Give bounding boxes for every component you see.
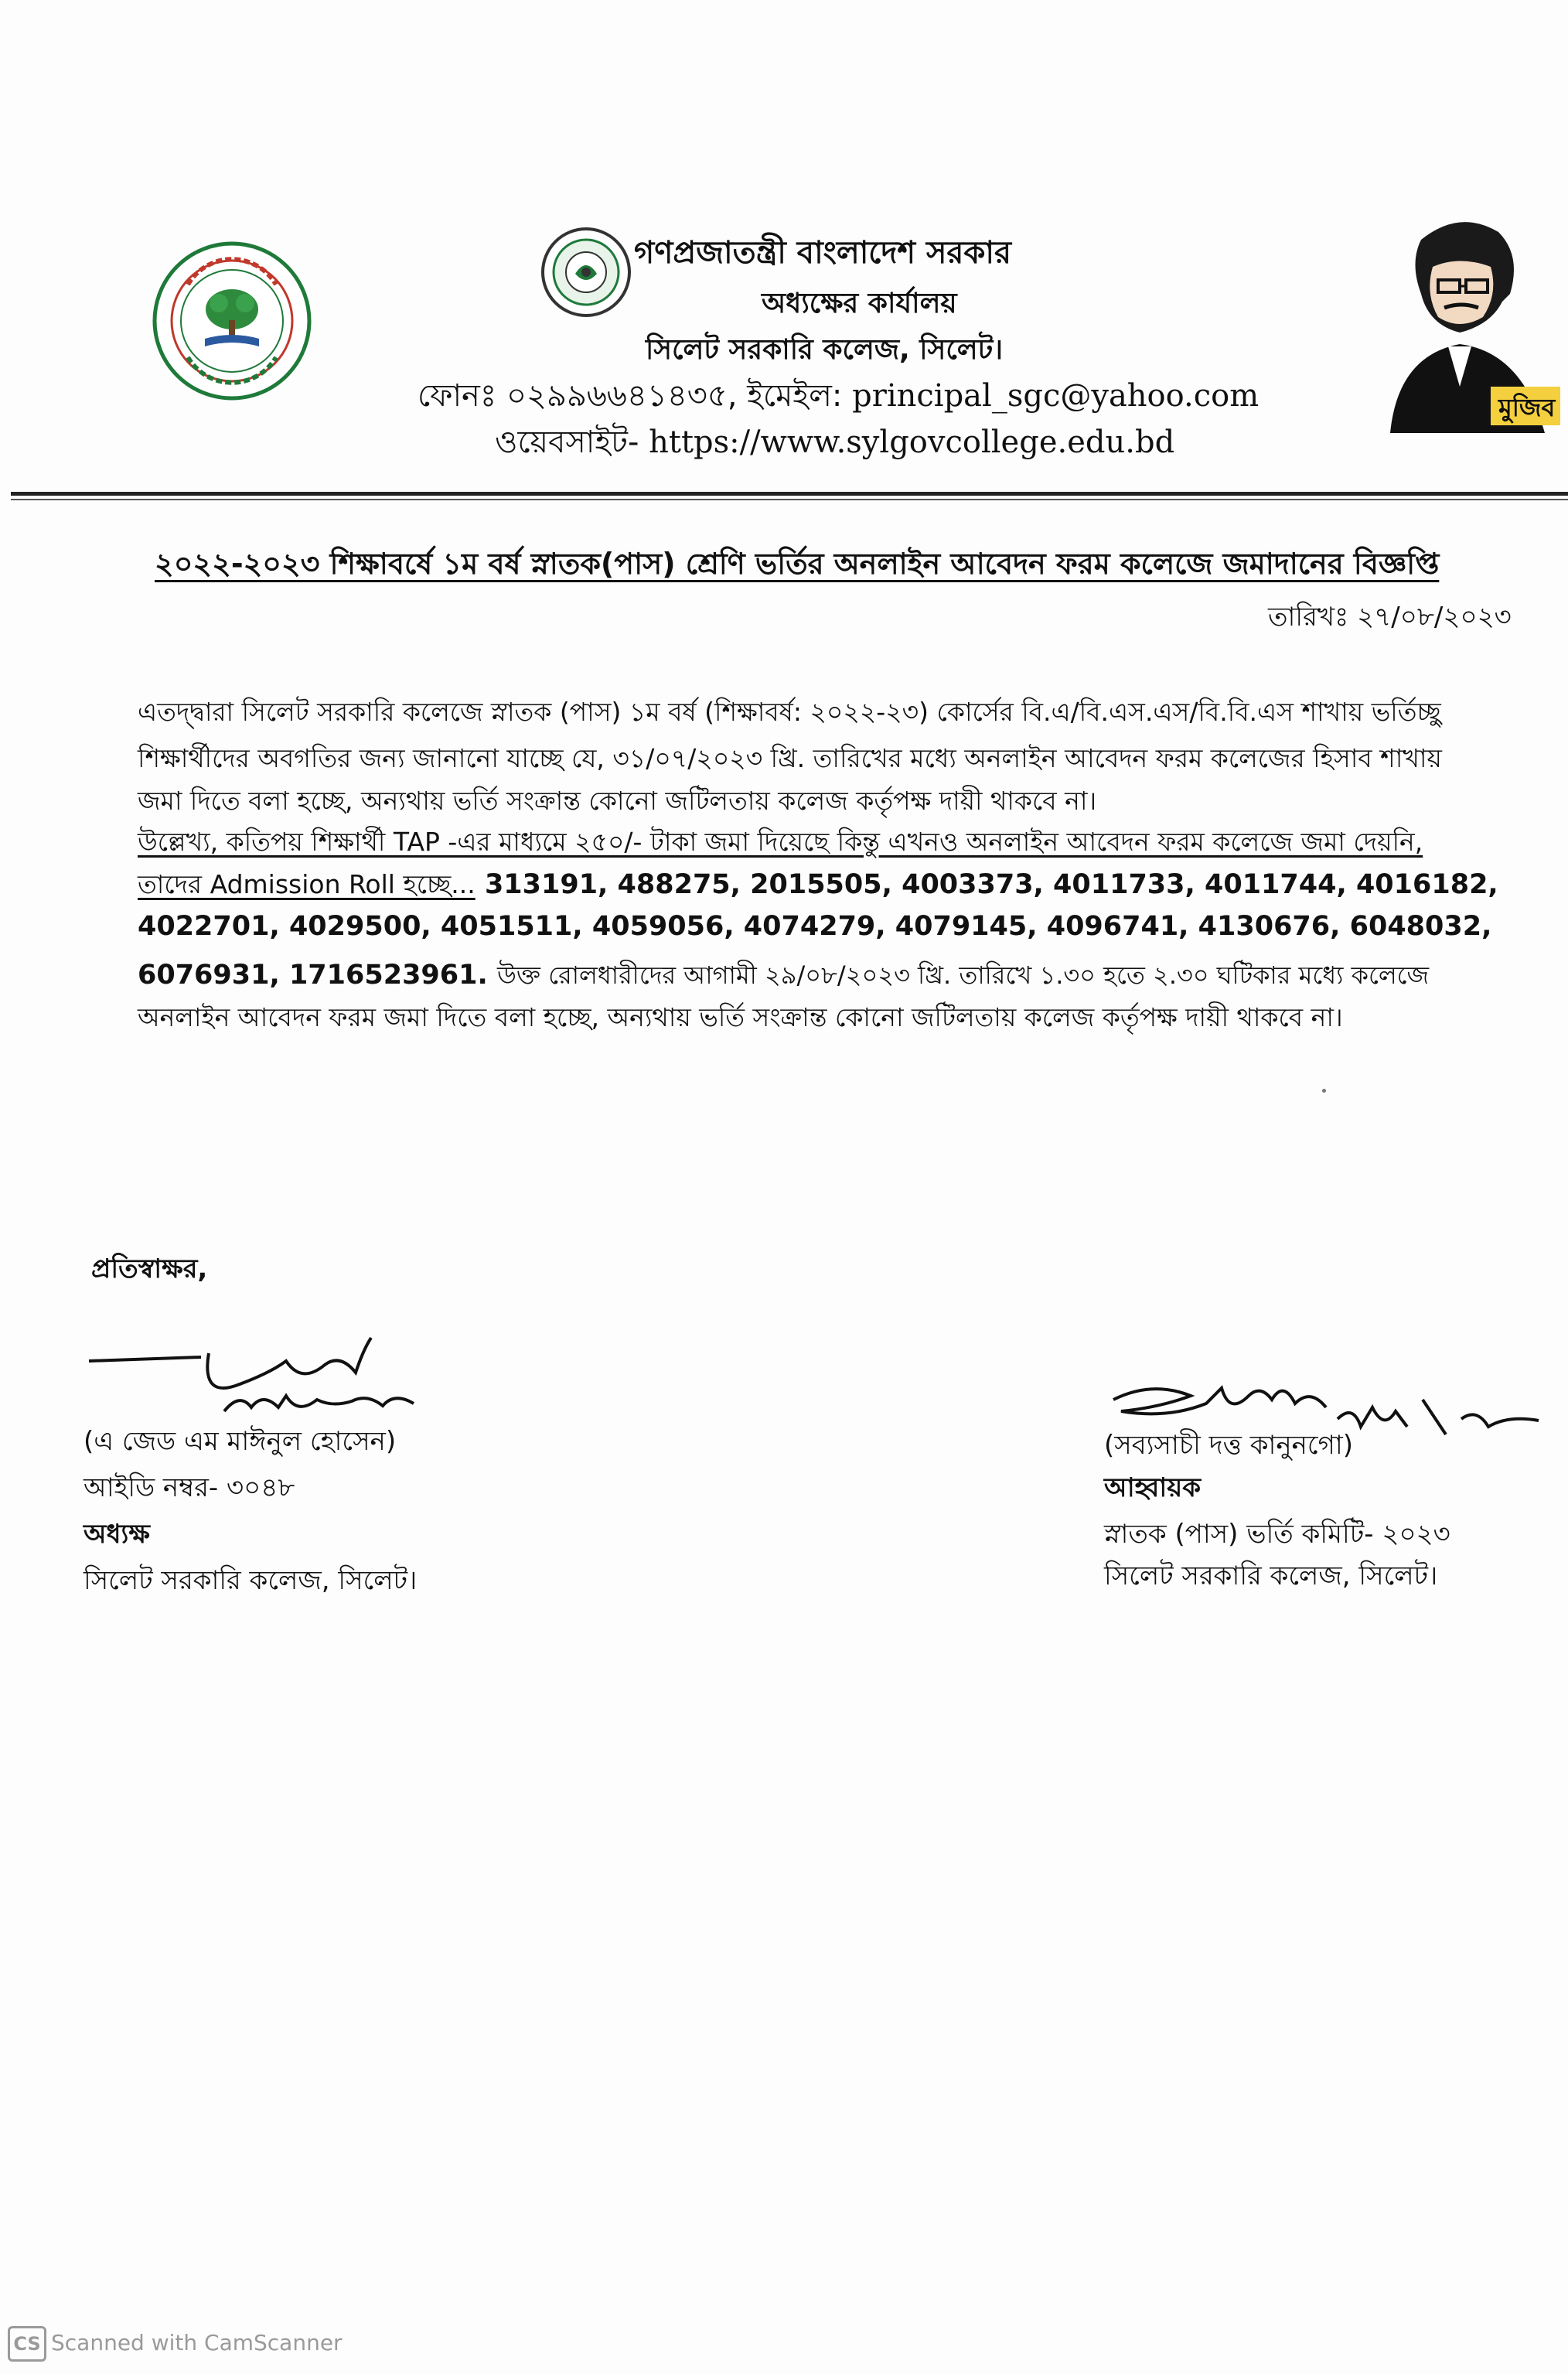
countersign-label: প্রতিস্বাক্ষর, xyxy=(91,1254,208,1284)
roll-list-1: 313191, 488275, 2015505, 4003373, 4011733, 4011744, 4016182, xyxy=(484,869,1498,900)
para2-line3-rest: উক্ত রোলধারীদের আগামী ২৯/০৮/২০২৩ খ্রি. তারিখে ১.৩০ হতে ২.৩০ ঘটিকার মধ্যে কলেজে xyxy=(496,960,1430,990)
para1-line3: জমা দিতে বলা হচ্ছে, অন্যথায় ভর্তি সংক্রান্ত কোনো জটিলতায় কলেজ কর্তৃপক্ষ দায়ী থাকবে না। xyxy=(138,786,1097,816)
email-text: principal_sgc@yahoo.com xyxy=(852,378,1260,414)
left-emblem-logo xyxy=(151,240,313,402)
website-label: ওয়েবসাইট- xyxy=(495,425,639,460)
org-title: গণপ্রজাতন্ত্রী বাংলাদেশ সরকার xyxy=(634,235,1011,271)
scan-speck xyxy=(1322,1089,1326,1093)
notice-date: তারিখঃ ২৭/০৮/২০২৩ xyxy=(1268,602,1512,633)
para2-line3 xyxy=(138,956,1429,998)
para1-line1: এতদ্দ্বারা সিলেট সরকারি কলেজে স্নাতক (পাস) ১ম বর্ষ (শিক্ষাবর্ষ: ২০২২-২৩) কোর্সের বি.এ/বি.এস.এস/বি.বি.এস শাখায় ভর্তিচ্ছু xyxy=(138,697,1441,727)
scanner-text: Scanned with CamScanner xyxy=(51,2330,343,2355)
left-signatory-id: আইডি নম্বর- ৩০৪৮ xyxy=(84,1472,295,1503)
camscanner-icon: CS xyxy=(8,2326,46,2362)
header-divider xyxy=(11,492,1568,496)
college-seal-logo xyxy=(540,226,632,319)
contact-line xyxy=(418,371,1259,423)
roll-list-2: 4022701, 4029500, 4051511, 4059056, 4074279, 4079145, 4096741, 4130676, 6048032, xyxy=(138,911,1492,942)
office-name: অধ্যক্ষের কার্যালয় xyxy=(762,288,957,319)
portrait-illustration xyxy=(1367,209,1560,433)
portrait-caption: মুজিব xyxy=(1498,393,1556,422)
admission-roll-prefix: তাদের Admission Roll হচ্ছে... xyxy=(138,869,476,899)
para2-line1: উল্লেখ্য, কতিপয় শিক্ষার্থী TAP -এর মাধ্যমে ২৫০/- টাকা জমা দিয়েছে কিন্তু এখনও অনলাইন আবেদন ফরম কলেজে জমা দেয়নি, xyxy=(138,827,1423,857)
para2-line2 xyxy=(138,865,1498,908)
right-signatory-institution: সিলেট সরকারি কলেজ, সিলেট। xyxy=(1104,1560,1438,1591)
para1-line2: শিক্ষার্থীদের অবগতির জন্য জানানো যাচ্ছে যে, ৩১/০৭/২০২৩ খ্রি. তারিখের মধ্যে অনলাইন আবেদন ফরম কলেজের হিসাব শাখায় xyxy=(138,743,1442,773)
website-url: https://www.sylgovcollege.edu.bd xyxy=(649,425,1175,460)
right-signatory-committee: স্নাতক (পাস) ভর্তি কমিটি- ২০২৩ xyxy=(1104,1519,1450,1550)
scanner-watermark xyxy=(8,2326,343,2362)
right-signatory-name: (সব্যসাচী দত্ত কানুনগো) xyxy=(1104,1430,1354,1461)
phone-text: ফোনঃ ০২৯৯৬৬৪১৪৩৫ xyxy=(418,378,728,414)
left-signature xyxy=(85,1330,448,1423)
left-signatory-institution: সিলেট সরকারি কলেজ, সিলেট। xyxy=(84,1565,418,1596)
right-signatory-designation: আহ্বায়ক xyxy=(1104,1472,1202,1503)
website-line xyxy=(495,418,1174,469)
roll-list-3: 6076931, 1716523961. xyxy=(138,960,488,991)
para2-line4: অনলাইন আবেদন ফরম জমা দিতে বলা হচ্ছে, অন্যথায় ভর্তি সংক্রান্ত কোনো জটিলতায় কলেজ কর্তৃপক্ষ দায়ী থাকবে না। xyxy=(138,1002,1343,1032)
left-signatory-designation: অধ্যক্ষ xyxy=(84,1519,150,1550)
notice-subject: ২০২২-২০২৩ শিক্ষাবর্ষে ১ম বর্ষ স্নাতক(পাস) শ্রেণি ভর্তির অনলাইন আবেদন ফরম কলেজে জমাদানের বিজ্ঞপ্তি xyxy=(155,547,1440,581)
left-signatory-name: (এ জেড এম মাঈনুল হোসেন) xyxy=(84,1426,397,1457)
email-label: , ইমেইল: xyxy=(727,378,843,414)
header-divider-thin xyxy=(11,499,1568,500)
college-name: সিলেট সরকারি কলেজ, সিলেট। xyxy=(646,334,1004,366)
